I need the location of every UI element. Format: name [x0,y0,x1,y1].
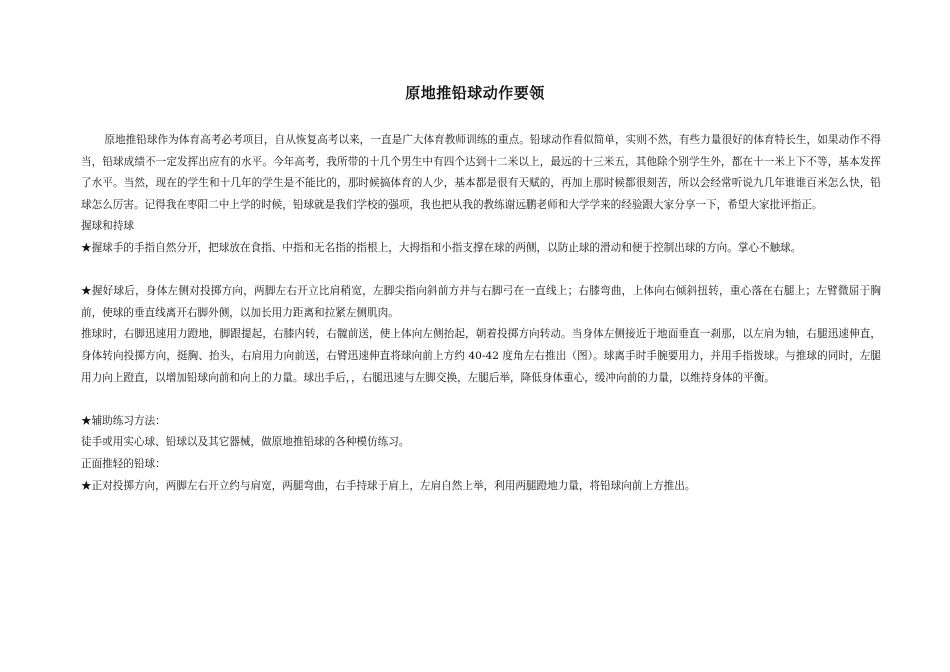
blank-line [81,389,881,411]
stance-point-paragraph: ★握好球后，身体左侧对投掷方向，两脚左右开立比肩稍宽，左脚尖指向斜前方并与右脚弓在一直线上；右膝弯曲，上体向右倾斜扭转，重心落在右腿上；左臂微屈于胸前，使球的垂直线离开右脚外侧，以加长用力距离和拉紧左侧肌肉。 [81,285,881,319]
section-heading-grip: 握球和持球 [81,220,134,233]
front-push-heading: 正面推轻的铅球： [81,457,166,470]
grip-point-paragraph: ★握球手的手指自然分开，把球放在食指、中指和无名指的指根上，大拇指和小指支撑在球的两侧，以防止球的滑动和便于控制出球的方向。掌心不触球。 [81,241,802,254]
intro-paragraph: 原地推铅球作为体育高考必考项目，自从恢复高考以来，一直是广大体育教师训练的重点。铅球动作看似简单，实则不然，有些力量很好的体育特长生，如果动作不得当，铅球成绩不一定发挥出应有的水平。今年高考，我所带的十几个男生中有四个达到十二米以上，最远的十三米五，其他除个别学生外，都在十一米上下不等，基本发挥了水平。当然，现在的学生和十几年的学生是不能比的，那时候搞体育的人少，基本都是很有天赋的，再加上那时候都很刻苦，所以会经常听说九几年谁谁百米怎么快，铅球怎么厉害。记得我在枣阳二中上学的时候，铅球就是我们学校的强项，我也把从我的教练谢远鹏老师和大学学来的经验跟大家分享一下，希望大家批评指正。 [81,134,881,211]
auxiliary-practice-paragraph: 徒手或用实心球、铅球以及其它器械，做原地推铅球的各种模仿练习。 [81,436,410,449]
auxiliary-practice-heading: ★辅助练习方法： [81,414,166,427]
front-push-paragraph: ★正对投掷方向，两脚左右开立约与肩宽，两腿弯曲，右手持球于肩上，左肩自然上举，利用两腿蹬地力量，将铅球向前上方推出。 [81,479,696,492]
push-description-paragraph: 推球时，右脚迅速用力蹬地，脚跟提起，右膝内转，右髋前送，使上体向左侧抬起，朝着投掷方向转动。当身体左侧接近于地面垂直一刹那，以左肩为轴，右腿迅速伸直，身体转向投掷方向，挺胸、抬头，右肩用力向前送，右臂迅速伸直将球向前上方约 40-42 度角左右推出（图）。球离手时手腕要用力，并用手指拨球。与推球的同时，左腿用力向上蹬直，以增加铅球向前和向上的力量。球出手后，，右腿迅速与左脚交换，左腿后举，降低身体重心，缓冲向前的力量，以维持身体的平衡。 [81,328,881,384]
blank-line [81,260,881,282]
document-body [81,130,881,497]
document-title: 原地推铅球动作要领 [405,84,545,102]
